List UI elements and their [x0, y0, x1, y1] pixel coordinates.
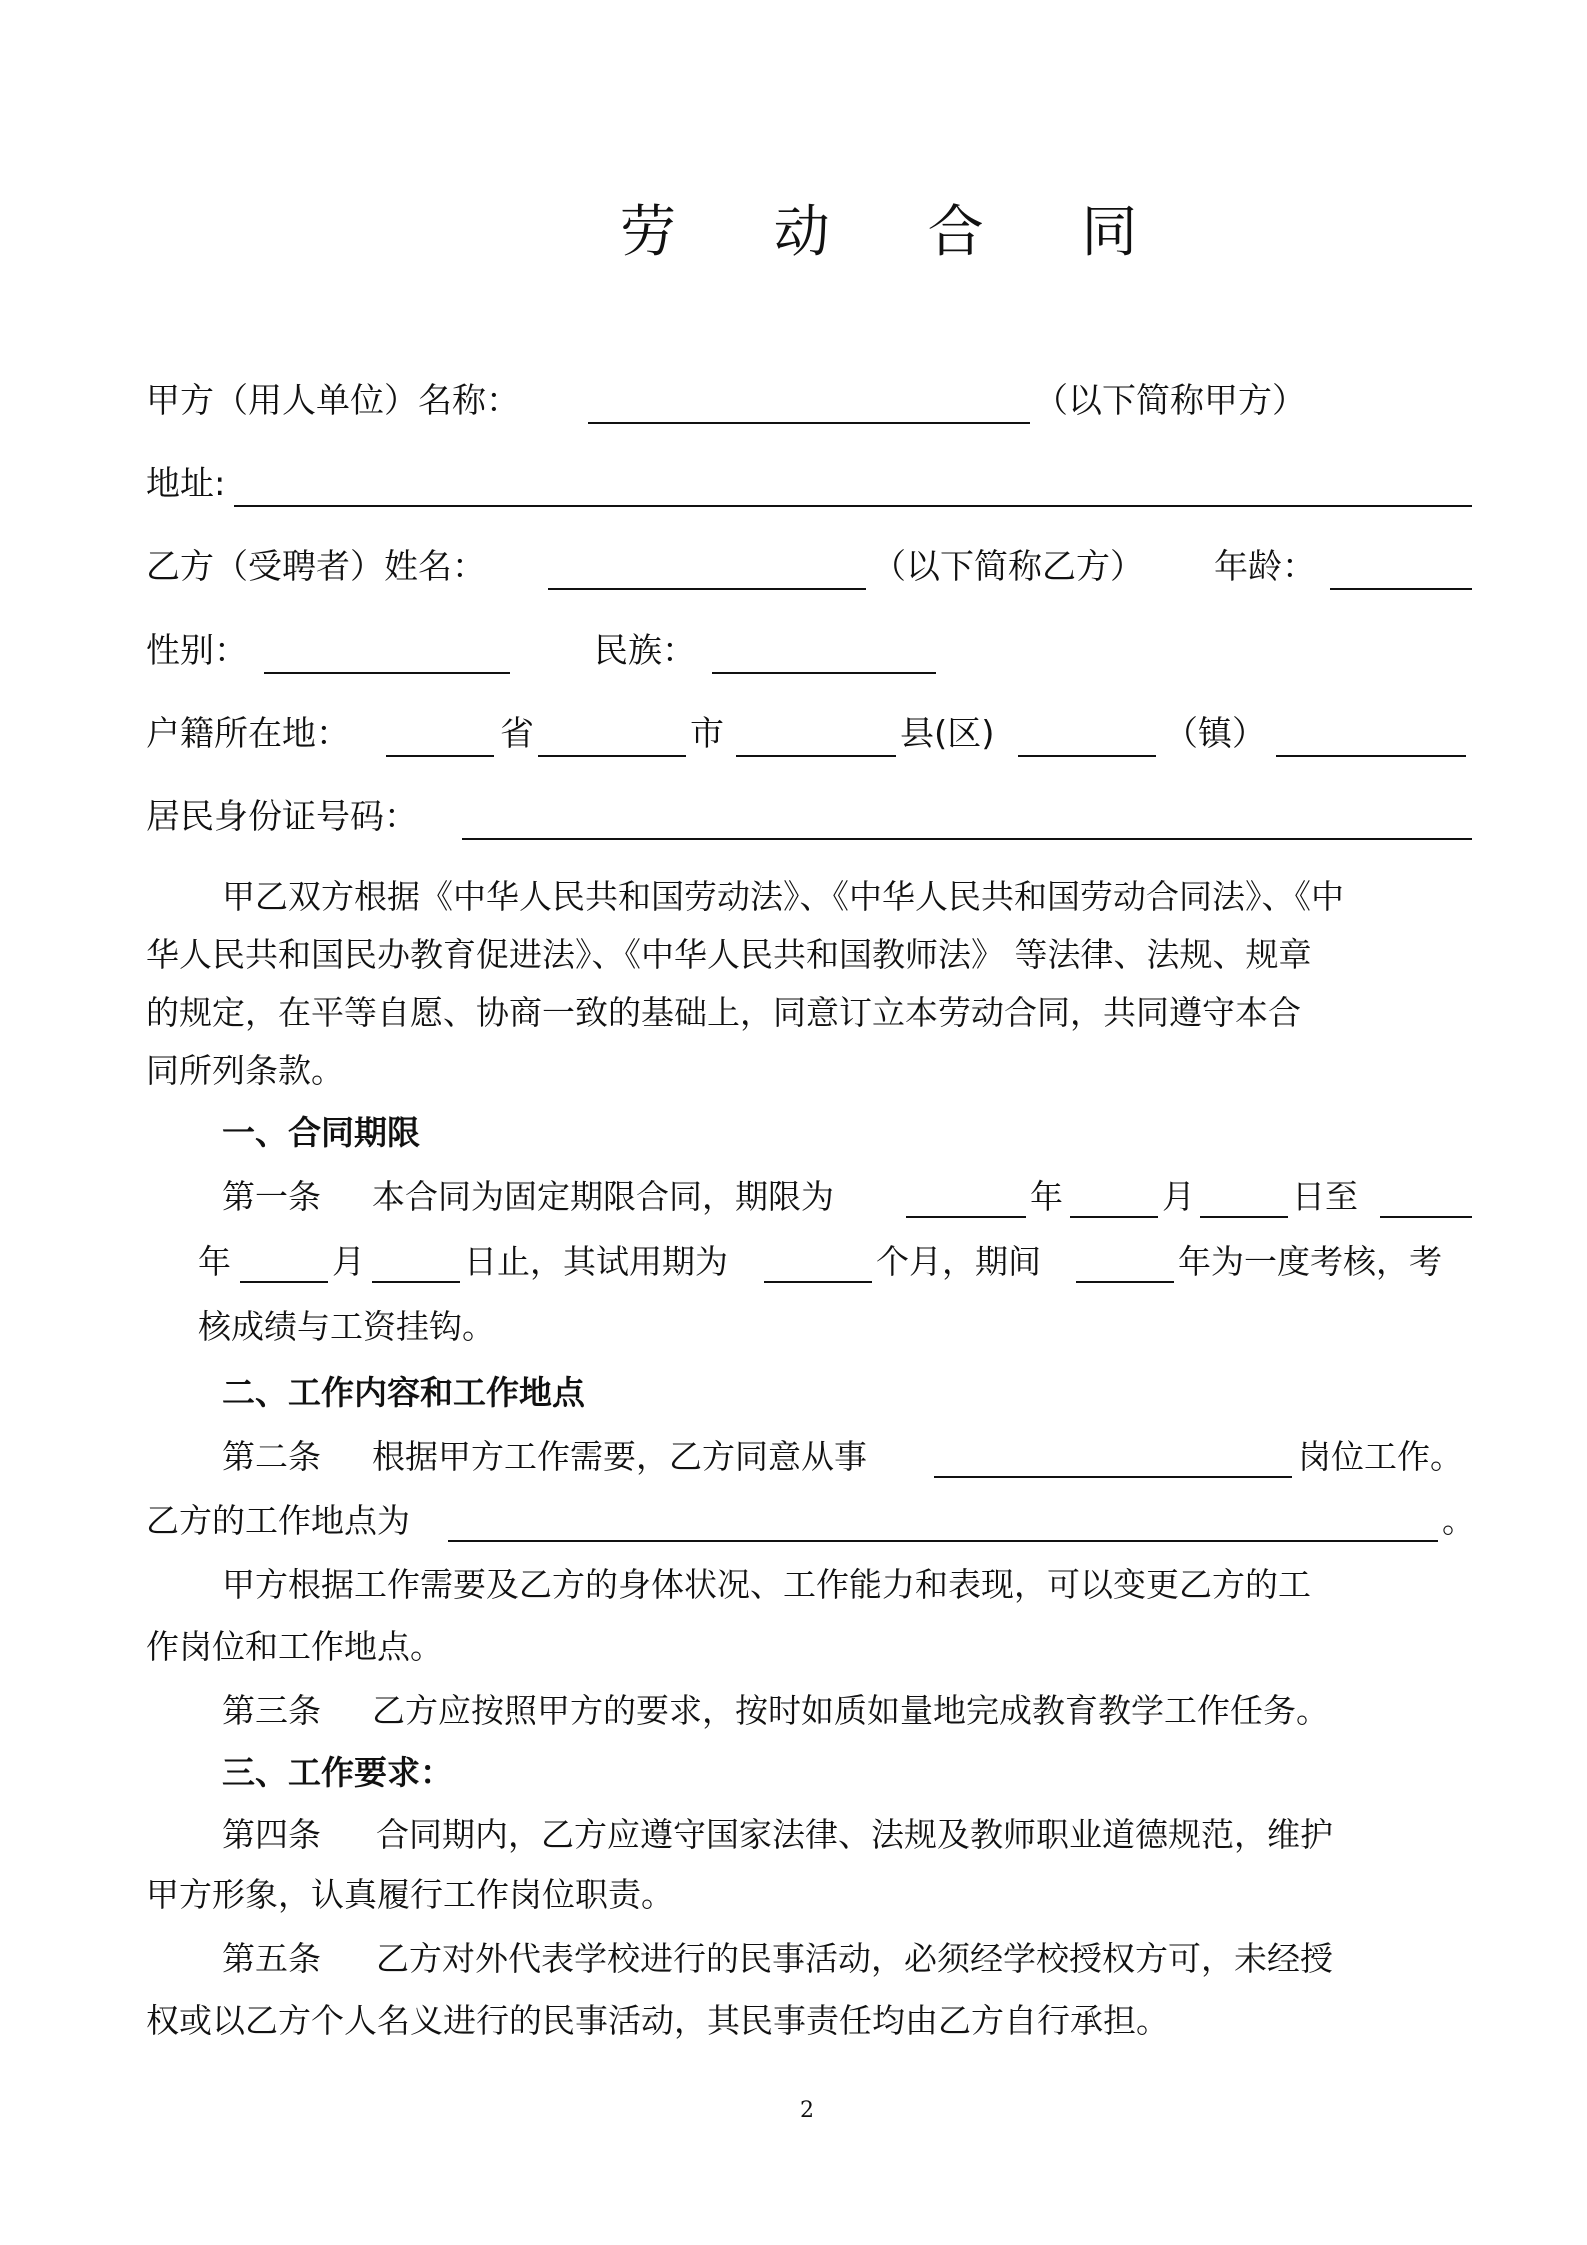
county-label: 县(区)	[900, 714, 995, 754]
term-month-label: 月	[1162, 1177, 1195, 1216]
probation-months-blank[interactable]	[764, 1281, 872, 1283]
term-end-month-label: 月	[332, 1242, 365, 1281]
party-b-name-blank[interactable]	[548, 588, 866, 590]
section-2-heading: 二、工作内容和工作地点	[222, 1373, 585, 1412]
term-end-year-label: 年	[198, 1242, 231, 1281]
section-1-heading: 一、合同期限	[222, 1113, 420, 1152]
article-3-text: 乙方应按照甲方的要求，按时如质如量地完成教育教学工作任务。	[372, 1691, 1329, 1730]
id-number-label: 居民身份证号码：	[146, 797, 418, 837]
page-number: 2	[800, 2098, 814, 2123]
gender-label: 性别：	[146, 631, 248, 671]
party-b-label: 乙方（受聘者）姓名：	[146, 547, 486, 587]
assessment-years-blank[interactable]	[1076, 1281, 1174, 1283]
article-5-line-2: 权或以乙方个人名义进行的民事活动，其民事责任均由乙方自行承担。	[146, 2001, 1169, 2040]
town-blank[interactable]	[1018, 755, 1156, 757]
term-end-day-blank[interactable]	[372, 1281, 460, 1283]
province-label: 省	[500, 714, 534, 754]
article-1-line-3: 核成绩与工资挂钩。	[198, 1307, 495, 1346]
work-location-label: 乙方的工作地点为	[146, 1501, 410, 1540]
gender-blank[interactable]	[264, 672, 510, 674]
term-end-year-lead-blank[interactable]	[1380, 1216, 1472, 1218]
assessment-text: 年为一度考核，考	[1178, 1242, 1442, 1281]
article-1-label: 第一条	[222, 1177, 321, 1216]
party-a-label: 甲方（用人单位）名称：	[146, 381, 520, 421]
months-text: 个月，期间	[876, 1242, 1041, 1281]
address-label: 地址:	[146, 464, 226, 504]
term-day-to-label: 日至	[1292, 1177, 1358, 1216]
document-title: 劳 动 合 同	[620, 200, 1178, 265]
party-b-suffix: （以下简称乙方）	[872, 547, 1144, 587]
party-a-name-blank[interactable]	[588, 422, 1030, 424]
article-5-text: 乙方对外代表学校进行的民事活动，必须经学校授权方可，未经授	[376, 1939, 1333, 1978]
term-month-blank[interactable]	[1070, 1216, 1158, 1218]
article-2-text-b: 岗位工作。	[1298, 1437, 1463, 1476]
article-2-text-a: 根据甲方工作需要，乙方同意从事	[372, 1437, 867, 1476]
term-year-blank[interactable]	[906, 1216, 1026, 1218]
age-label: 年龄：	[1214, 547, 1316, 587]
article-4-text: 合同期内，乙方应遵守国家法律、法规及教师职业道德规范，维护	[376, 1815, 1333, 1854]
article-5-label: 第五条	[222, 1939, 321, 1978]
work-location-period: 。	[1442, 1501, 1475, 1540]
article-2-label: 第二条	[222, 1437, 321, 1476]
preamble-line-4: 同所列条款。	[146, 1051, 344, 1090]
work-location-blank[interactable]	[448, 1540, 1438, 1542]
town-name-blank[interactable]	[1276, 755, 1466, 757]
article-1-text-a: 本合同为固定期限合同，期限为	[372, 1177, 834, 1216]
ethnicity-label: 民族：	[594, 631, 696, 671]
article-4-label: 第四条	[222, 1815, 321, 1854]
town-label: （镇）	[1164, 714, 1266, 754]
section-2-para-line-2: 作岗位和工作地点。	[146, 1627, 443, 1666]
preamble-line-2: 华人民共和国民办教育促进法》、《中华人民共和国教师法》 等法律、法规、规章	[146, 935, 1312, 974]
section-2-para-line-1: 甲方根据工作需要及乙方的身体状况、工作能力和表现，可以变更乙方的工	[222, 1565, 1311, 1604]
province-blank[interactable]	[386, 755, 494, 757]
term-day-blank[interactable]	[1200, 1216, 1288, 1218]
household-label: 户籍所在地：	[146, 714, 350, 754]
term-end-month-blank[interactable]	[240, 1281, 328, 1283]
age-blank[interactable]	[1330, 588, 1472, 590]
county-blank[interactable]	[736, 755, 896, 757]
address-blank[interactable]	[234, 505, 1472, 507]
id-number-blank[interactable]	[462, 838, 1472, 840]
article-4-line-2: 甲方形象，认真履行工作岗位职责。	[146, 1875, 674, 1914]
term-year-label: 年	[1030, 1177, 1063, 1216]
preamble-line-1: 甲乙双方根据《中华人民共和国劳动法》、《中华人民共和国劳动合同法》、《中	[222, 877, 1344, 916]
preamble-line-3: 的规定，在平等自愿、协商一致的基础上，同意订立本劳动合同，共同遵守本合	[146, 993, 1301, 1032]
position-blank[interactable]	[934, 1476, 1292, 1478]
probation-text: 日止，其试用期为	[464, 1242, 728, 1281]
ethnicity-blank[interactable]	[712, 672, 936, 674]
article-3-label: 第三条	[222, 1691, 321, 1730]
city-label: 市	[690, 714, 724, 754]
party-a-suffix: （以下简称甲方）	[1034, 381, 1306, 421]
section-3-heading: 三、工作要求：	[222, 1753, 453, 1792]
city-blank[interactable]	[538, 755, 686, 757]
